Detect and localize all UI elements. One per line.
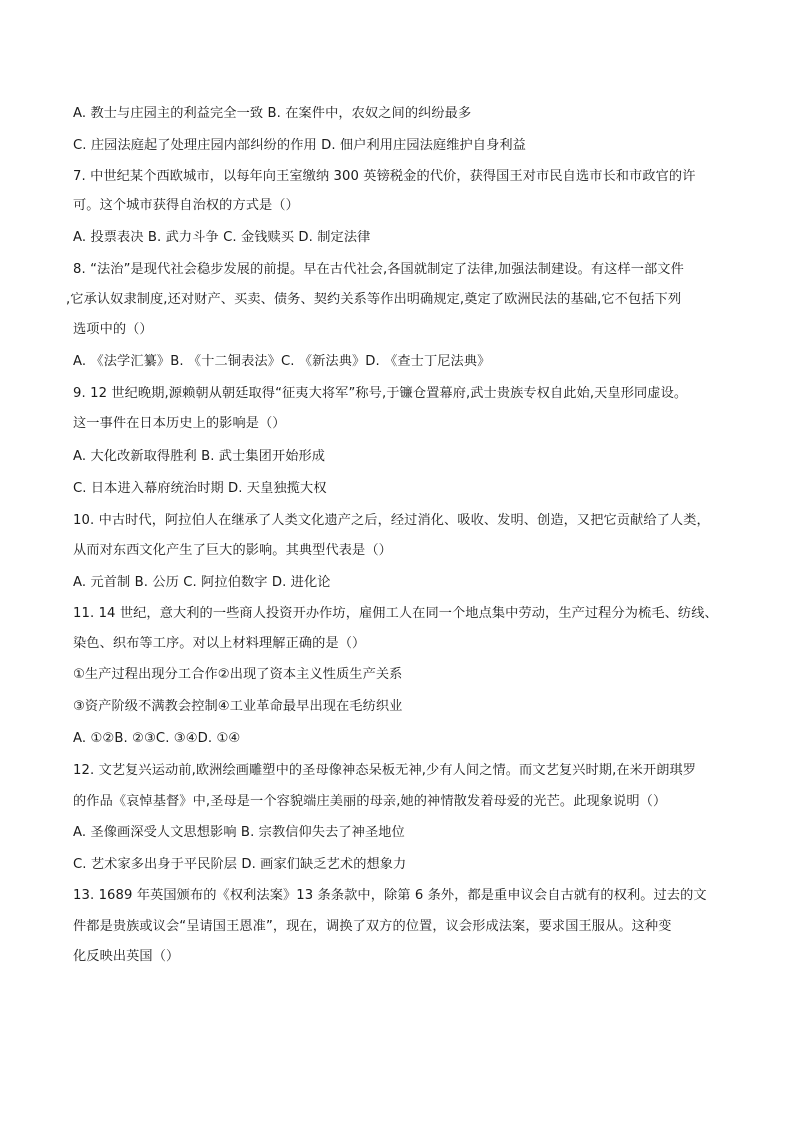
statement-line: ①生产过程出现分工合作②出现了资本主义性质生产关系	[73, 667, 403, 682]
question-10-text: 10. 中古时代，阿拉伯人在继承了人类文化遗产之后，经过消化、吸收、发明、创造，又把它贡献给了人类，	[73, 513, 710, 528]
option-line: A. 教士与庄园主的利益完全一致 B. 在案件中，农奴之间的纠纷最多	[73, 106, 472, 121]
question-8-text: 8. “法治”是现代社会稳步发展的前提。早在古代社会,各国就制定了法律,加强法制建设。有这样一部文件	[73, 262, 684, 277]
question-9-text: 9. 12 世纪晚期,源赖朝从朝廷取得“征夷大将军”称号,于镰仓置幕府,武士贵族专权自此始,天皇形同虚设。	[73, 386, 688, 401]
option-line: A. 元首制 B. 公历 C. 阿拉伯数字 D. 进化论	[73, 575, 331, 590]
option-line: A. 圣像画深受人文思想影响 B. 宗教信仰失去了神圣地位	[73, 825, 405, 840]
statement-line: ③资产阶级不满教会控制④工业革命最早出现在毛纺织业	[73, 699, 403, 714]
option-line: C. 日本进入幕府统治时期 D. 天皇独揽大权	[73, 481, 327, 496]
question-7-text: 7. 中世纪某个西欧城市，以每年向王室缴纳 300 英镑税金的代价，获得国王对市民自选市长和市政官的许	[73, 169, 696, 184]
option-line: A. ①②B. ②③C. ③④D. ①④	[73, 731, 241, 746]
question-8-text: 选项中的（）	[73, 322, 153, 337]
question-13-text: 件都是贵族或议会“呈请国王恩准”，现在，调换了双方的位置，议会形成法案，要求国王服从。这种变	[73, 919, 672, 934]
option-line: C. 庄园法庭起了处理庄园内部纠纷的作用 D. 佃户利用庄园法庭维护自身利益	[73, 138, 526, 153]
question-9-text: 这一事件在日本历史上的影响是（）	[73, 416, 286, 431]
question-12-text: 12. 文艺复兴运动前,欧洲绘画雕塑中的圣母像神态呆板无神,少有人间之情。而文艺复兴时期,在米开朗琪罗	[73, 763, 697, 778]
question-7-text: 可。这个城市获得自治权的方式是（）	[73, 198, 299, 213]
question-13-text: 13. 1689 年英国颁布的《权利法案》13 条条款中，除第 6 条外，都是重申议会自古就有的权利。过去的文	[73, 888, 707, 903]
option-line: A. 投票表决 B. 武力斗争 C. 金钱赎买 D. 制定法律	[73, 230, 371, 245]
option-line: A. 《法学汇纂》B. 《十二铜表法》C. 《新法典》D. 《查士丁尼法典》	[73, 354, 491, 369]
question-11-text: 染色、织布等工序。对以上材料理解正确的是（）	[73, 636, 366, 651]
question-11-text: 11. 14 世纪，意大利的一些商人投资开办作坊，雇佣工人在同一个地点集中劳动，生产过程分为梳毛、纺线、	[73, 606, 718, 621]
question-13-text: 化反映出英国（）	[73, 949, 180, 964]
question-10-text: 从而对东西文化产生了巨大的影响。其典型代表是（）	[73, 543, 392, 558]
question-12-text: 的作品《哀悼基督》中,圣母是一个容貌端庄美丽的母亲,她的神情散发着母爱的光芒。此现象说明（）	[73, 794, 667, 809]
option-line: A. 大化改新取得胜利 B. 武士集团开始形成	[73, 449, 326, 464]
question-8-text: ,它承认奴隶制度,还对财产、买卖、债务、契约关系等作出明确规定,奠定了欧洲民法的基础,它不包括下列	[66, 292, 682, 307]
option-line: C. 艺术家多出身于平民阶层 D. 画家们缺乏艺术的想象力	[73, 857, 407, 872]
